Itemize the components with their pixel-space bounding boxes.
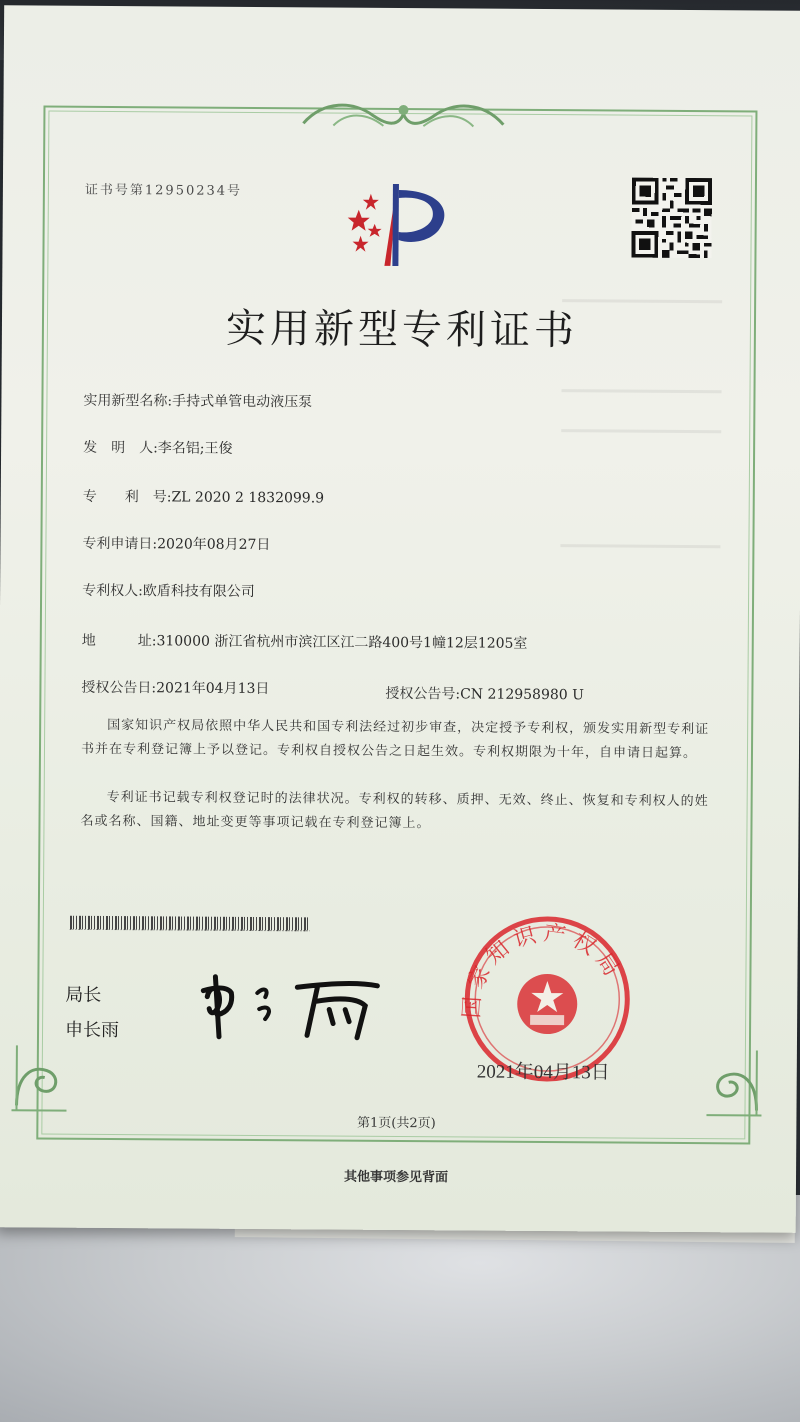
director-title: 局长 (65, 984, 102, 1006)
grant-date-row (81, 677, 269, 698)
grant-number-label: 授权公告号: (385, 685, 461, 703)
inventor-row (83, 437, 233, 458)
filing-date-row (82, 533, 270, 554)
grant-date-label: 授权公告日: (81, 679, 157, 697)
address-value: 310000 浙江省杭州市滨江区江二路400号1幢12层1205室 (156, 633, 528, 652)
patent-number-label: 专 利 号: (82, 488, 172, 506)
grant-number-value: CN 212958980 U (460, 686, 584, 704)
patentee-value: 欧盾科技有限公司 (142, 583, 255, 600)
utility-name-label: 实用新型名称: (83, 392, 173, 410)
utility-name-row (83, 390, 312, 412)
certificate-number: 证书号第12950234号 (84, 182, 243, 199)
grant-date-value: 2021年04月13日 (156, 680, 270, 698)
filing-date-value: 2020年08月27日 (157, 536, 271, 554)
top-ornament-icon (293, 95, 513, 137)
qr-code (630, 178, 713, 259)
certificate-paper (0, 5, 800, 1233)
seal-text: 国家知识产权局 (459, 920, 627, 1020)
address-row (82, 630, 528, 653)
director-name: 申长雨 (64, 1019, 120, 1042)
patent-number-value: ZL 2020 2 1832099.9 (171, 489, 325, 507)
utility-name-value: 手持式单管电动液压泵 (172, 393, 313, 411)
patentee-row (82, 580, 255, 601)
seal-date: 2021年04月13日 (476, 1061, 610, 1084)
legal-paragraph-2: 专利证书记载专利权登记时的法律状况。专利权的转移、质押、无效、终止、恢复和专利权人的姓名或名称、国籍、地址变更等事项记载在专利登记簿上。 (80, 789, 709, 832)
corner-ornament-icon (696, 1030, 767, 1120)
barcode (70, 916, 310, 932)
legal-paragraph-1: 国家知识产权局依照中华人民共和国专利法经过初步审查，决定授予专利权，颁发实用新型专利证书并在专利登记簿上予以登记。专利权自授权公告之日起生效。专利权期限为十年，自申请日起算。 (80, 717, 710, 762)
grant-number-row (385, 683, 584, 704)
inventor-label: 发 明 人: (83, 439, 158, 457)
signature-icon (197, 957, 398, 1048)
patent-number-row (83, 486, 324, 508)
footer-note: 其他事项参见背面 (343, 1169, 449, 1186)
page-number: 第1页(共2页) (357, 1115, 436, 1132)
cnipa-logo-icon (338, 180, 459, 271)
patentee-label: 专利权人: (82, 582, 143, 600)
inventor-value: 李名铝;王俊 (157, 440, 233, 457)
address-label: 地 址: (81, 632, 157, 650)
filing-date-label: 专利申请日: (82, 535, 158, 553)
certificate-title: 实用新型专利证书 (225, 305, 579, 355)
